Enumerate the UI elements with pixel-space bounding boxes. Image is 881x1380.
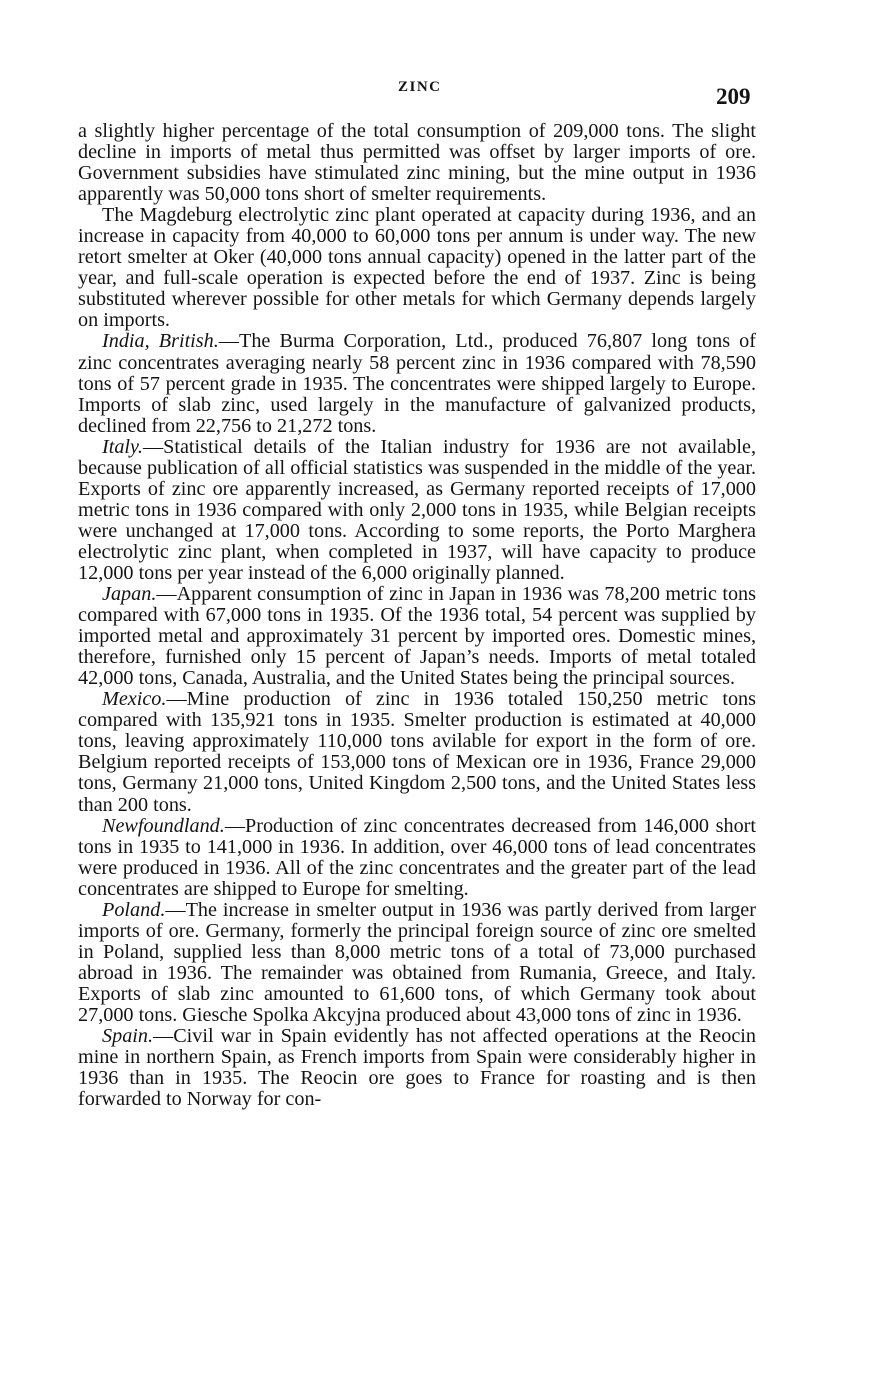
paragraph-text: —Apparent consumption of zinc in Japan in 1936 was 78,200 metric tons compared with 67,000 tons in 1935. Of the 1936 total, 54 percent was supplied by imported metal and approximately 31 percent by imported ores. Domestic mines, therefore, furnished only 15 percent of Japan’s needs. Imports of metal totaled 42,000 tons, Canada, Australia, and the United States being the principal sources. <box>78 583 756 690</box>
paragraph-poland <box>78 900 756 1026</box>
country-heading: Spain. <box>102 1025 154 1048</box>
running-head: ZINC <box>398 79 442 95</box>
country-heading: Japan. <box>102 583 157 606</box>
paragraph-text: —Civil war in Spain evidently has not affected operations at the Reocin mine in northern Spain, as French imports from Spain were considerably higher in 1936 than in 1935. The Reocin ore goes to France for roasting and is then forwarded to Norway for con- <box>78 1025 756 1111</box>
paragraph-india <box>78 331 756 436</box>
country-heading: Italy. <box>102 435 143 458</box>
country-heading: Poland. <box>102 898 166 921</box>
paragraph-text: —Production of zinc concentrates decreased from 146,000 short tons in 1935 to 141,000 in 1936. In addition, over 46,000 tons of lead concentrates were produced in 1936. All of the zinc concentrates and the greater part of the lead concentrates are shipped to Europe for smelting. <box>78 814 756 900</box>
paragraph-text: The Magdeburg electrolytic zinc plant operated at capacity during 1936, and an increase in capacity from 40,000 to 60,000 tons per annum is under way. The new retort smelter at Oker (40,000 tons annual capacity) opened in the latter part of the year, and full-scale operation is expected before the end of 1937. Zinc is being substituted wherever possible for other metals for which Germany depends largely on imports. <box>78 204 756 332</box>
paragraph-magdeburg <box>78 205 756 331</box>
body-text <box>78 121 756 1110</box>
paragraph-newfoundland <box>78 816 756 900</box>
paragraph-mexico <box>78 689 756 815</box>
paragraph-text: —The increase in smelter output in 1936 was partly derived from larger imports of ore. Germany, formerly the principal foreign source of zinc ore smelted in Poland, supplied less than 8,000 metric tons of a total of 73,000 purchased abroad in 1936. The remainder was obtained from Rumania, Greece, and Italy. Exports of slab zinc amounted to 61,600 tons, of which Germany took about 27,000 tons. Giesche Spolka Akcyjna produced about 43,000 tons of zinc in 1936. <box>78 898 756 1026</box>
paragraph-text: a slightly higher percentage of the total consumption of 209,000 tons. The slight decline in imports of metal thus permitted was offset by larger imports of ore. Government subsidies have stimulated zinc mining, but the mine output in 1936 apparently was 50,000 tons short of smelter requirements. <box>78 120 756 206</box>
paragraph-text: —Mine production of zinc in 1936 totaled 150,250 metric tons compared with 135,921 tons in 1935. Smelter production is estimated at 40,000 tons, leaving approximately 110,000 tons avilable for export in the form of ore. Belgium reported receipts of 153,000 tons of Mexican ore in 1936, France 29,000 tons, Germany 21,000 tons, United Kingdom 2,500 tons, and the United States less than 200 tons. <box>78 688 756 816</box>
paragraph-text: —Statistical details of the Italian industry for 1936 are not available, because publication of all official statistics was suspended in the middle of the year. Exports of zinc ore apparently increased, as Germany reported receipts of 17,000 metric tons in 1936 compared with only 2,000 tons in 1935, while Belgian receipts were unchanged at 17,000 tons. According to some reports, the Porto Marghera electrolytic zinc plant, when completed in 1937, will have capacity to produce 12,000 tons per year instead of the 6,000 originally planned. <box>78 435 756 584</box>
country-heading: Mexico. <box>102 688 167 711</box>
page-number: 209 <box>716 84 751 109</box>
paragraph-germany-continued <box>78 121 756 205</box>
country-heading: India, British. <box>102 330 219 353</box>
paragraph-text: —The Burma Corporation, Ltd., produced 76,807 long tons of zinc concentrates averaging nearly 58 percent zinc in 1936 compared with 78,590 tons of 57 percent grade in 1935. The concentrates were shipped largely to Europe. Imports of slab zinc, used largely in the manufacture of galvanized products, declined from 22,756 to 21,272 tons. <box>78 330 757 437</box>
paragraph-italy <box>78 437 756 584</box>
paragraph-japan <box>78 584 756 689</box>
paragraph-spain <box>78 1026 756 1110</box>
country-heading: Newfoundland. <box>102 814 225 837</box>
